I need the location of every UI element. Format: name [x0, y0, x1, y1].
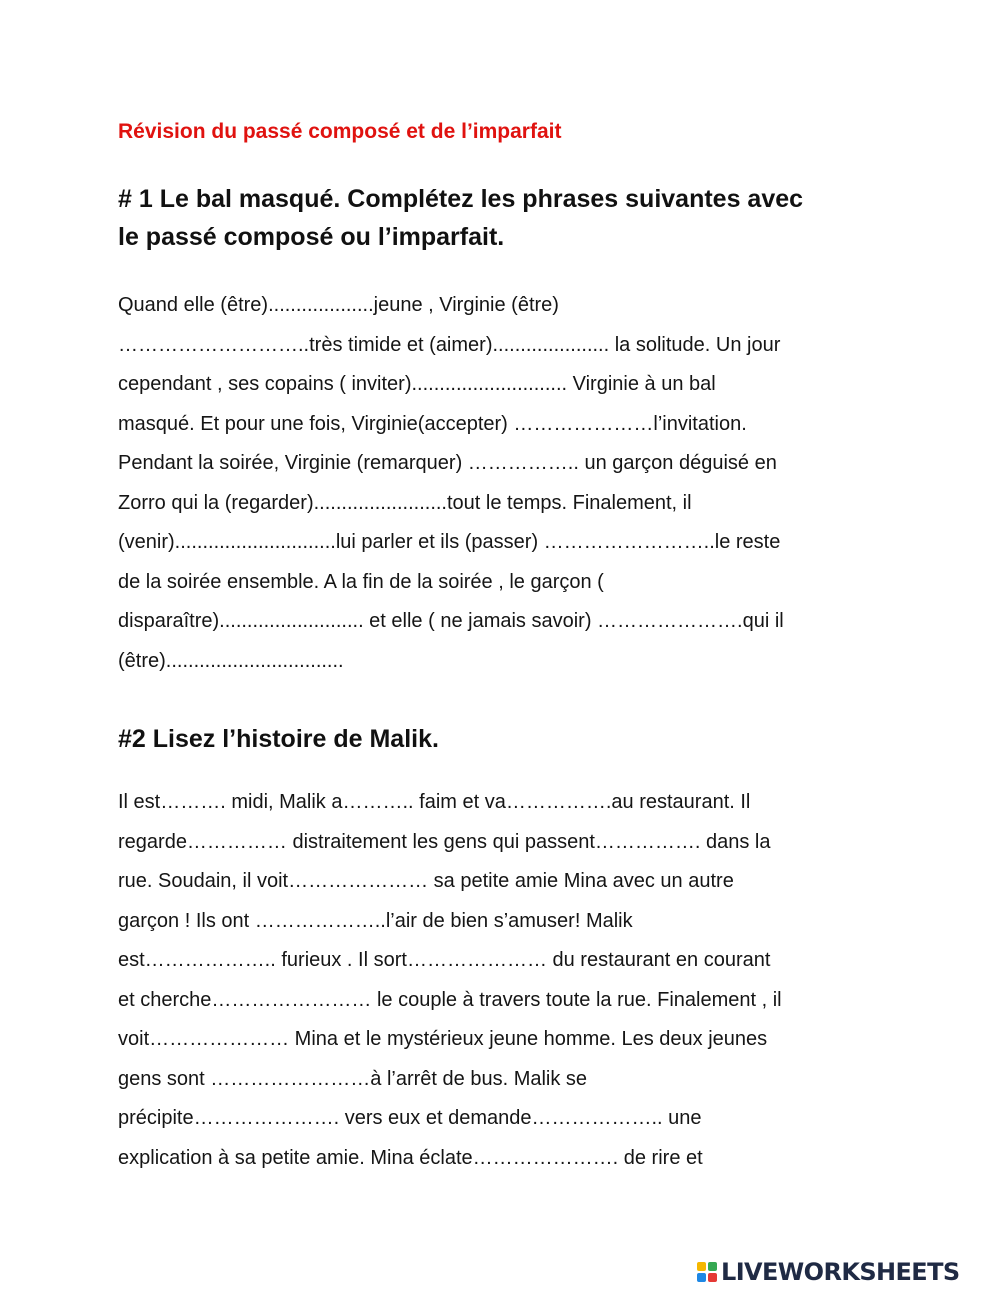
heading-line: # 1 Le bal masqué. Complétez les phrases suivantes avec	[118, 185, 804, 213]
text-line: Il est………. midi, Malik a……….. faim et va…………….au restaurant. Il	[118, 791, 751, 813]
text-line: explication à sa petite amie. Mina éclate…………………. de rire et	[118, 1146, 703, 1169]
text-line: est……………….. furieux . Il sort………………… du restaurant en courant	[118, 949, 771, 971]
liveworksheets-logo-icon	[697, 1262, 717, 1282]
text-line: disparaître).......................... et elle ( ne jamais savoir) ………………….qui il	[118, 610, 784, 632]
text-line: précipite…………………. vers eux et demande……………….. une	[118, 1107, 702, 1129]
page-title: Révision du passé composé et de l’imparfait	[118, 120, 562, 143]
logo-text: LIVEWORKSHEETS	[721, 1258, 960, 1286]
text-line: garçon ! Ils ont ………………..l’air de bien s’amuser! Malik	[118, 909, 633, 932]
text-line: (être)................................	[118, 649, 344, 672]
text-line: regarde…………… distraitement les gens qui passent……………. dans la	[118, 830, 771, 853]
text-line: ………………………..très timide et (aimer)..................... la solitude. Un jour	[118, 333, 781, 356]
exercise-2-text	[118, 783, 782, 1178]
text-line: Zorro qui la (regarder)........................tout le temps. Finalement, il	[118, 491, 692, 514]
logo-square-green	[708, 1262, 717, 1271]
logo-square-red	[708, 1273, 717, 1282]
text-line: (venir).............................lui parler et ils (passer) ……………………..le reste	[118, 531, 781, 553]
exercise-1-text	[118, 286, 784, 681]
text-line: Pendant la soirée, Virginie (remarquer) …………….. un garçon déguisé en	[118, 452, 777, 474]
liveworksheets-logo[interactable]	[697, 1257, 960, 1287]
text-line: masqué. Et pour une fois, Virginie(accepter) …………………l’invitation.	[118, 412, 747, 435]
text-line: rue. Soudain, il voit………………… sa petite amie Mina avec un autre	[118, 870, 734, 892]
logo-square-yellow	[697, 1262, 706, 1271]
text-line: voit………………… Mina et le mystérieux jeune homme. Les deux jeunes	[118, 1028, 768, 1050]
exercise-2-heading: #2 Lisez l’histoire de Malik.	[118, 725, 439, 753]
logo-square-blue	[697, 1273, 706, 1282]
text-line: et cherche…………………… le couple à travers toute la rue. Finalement , il	[118, 988, 782, 1011]
text-line: cependant , ses copains ( inviter)............................ Virginie à un bal	[118, 373, 716, 395]
text-line: Quand elle (être)...................jeune , Virginie (être)	[118, 294, 559, 316]
exercise-1-heading	[118, 180, 898, 256]
text-line: de la soirée ensemble. A la fin de la soirée , le garçon (	[118, 570, 604, 593]
heading-line: le passé composé ou l’imparfait.	[118, 223, 505, 251]
text-line: gens sont ……………………à l’arrêt de bus. Malik se	[118, 1067, 588, 1090]
